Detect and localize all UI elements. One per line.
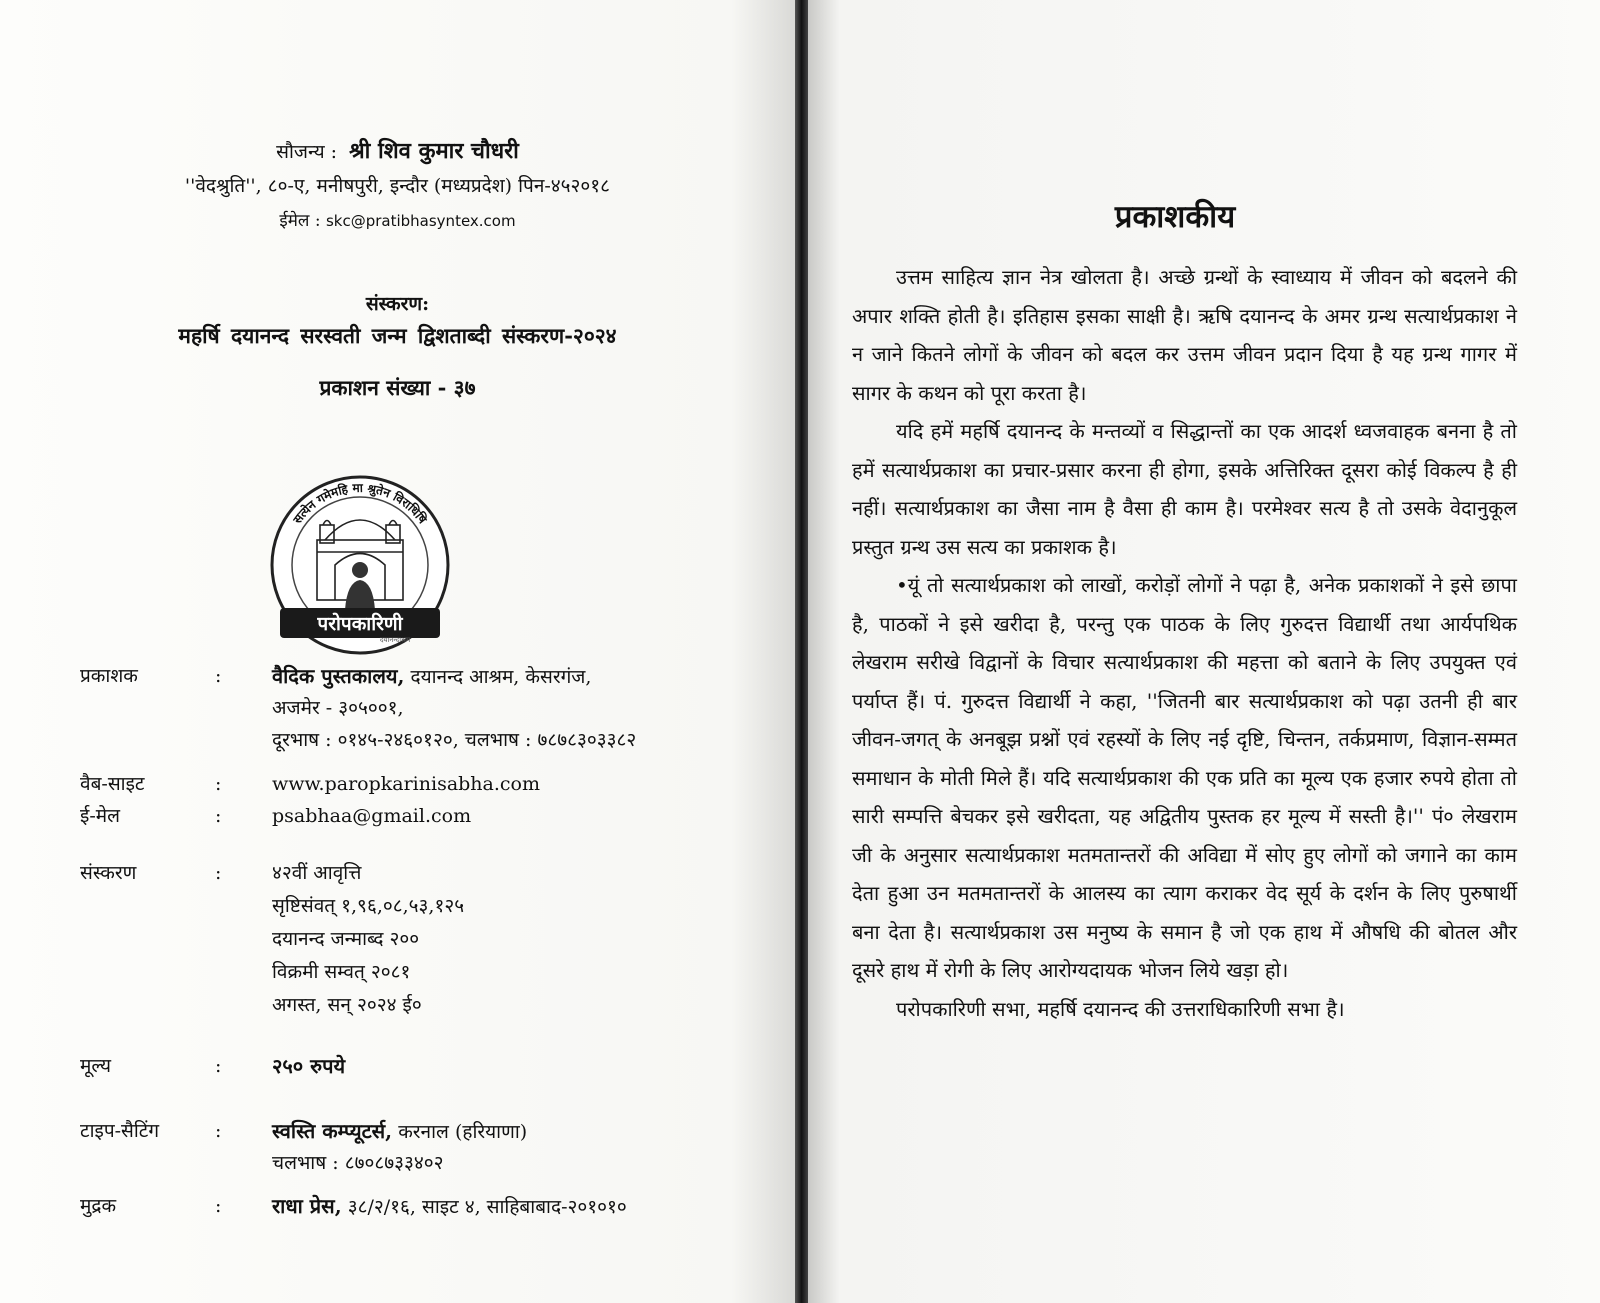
publisher-name: वैदिक पुस्तकालय,: [272, 664, 405, 688]
preface-title: प्रकाशकीय: [1114, 199, 1236, 235]
preface-body: [852, 258, 1517, 1028]
email-label: ई-मेल: [80, 805, 120, 827]
colon: :: [215, 773, 222, 795]
preface-paragraph: परोपकारिणी सभा, महर्षि दयानन्द की उत्तराधिकारिणी सभा है।: [896, 996, 1345, 1021]
publisher-address-1: दयानन्द आश्रम, केसरगंज,: [404, 666, 592, 688]
preface-paragraph: उत्तम साहित्य ज्ञान नेत्र खोलता है। अच्छे ग्रन्थों के स्वाध्याय में जीवन को बदलने की अपार शक्ति होती है। इतिहास इसका साक्षी है। ऋषि दयानन्द के अमर ग्रन्थ सत्यार्थप्रकाश ने न जाने कितने लोगों के जीवन को बदल कर उत्तम जीवन प्रदान दिया है यह ग्रन्थ गागर में सागर के कथन को पूरा करता है।: [852, 265, 1517, 405]
courtesy-line: [0, 135, 795, 165]
colon: :: [215, 665, 222, 687]
courtesy-name: श्री शिव कुमार चौधरी: [349, 138, 519, 164]
colon: :: [215, 805, 222, 827]
publisher-label: प्रकाशक: [80, 665, 138, 687]
left-page: [0, 0, 795, 1303]
paropkarini-logo: [265, 470, 455, 655]
edition-line: सृष्टिसंवत् १,९६,०८,५३,१२५: [272, 895, 465, 917]
printer-label: मुद्रक: [80, 1195, 117, 1217]
edition-line: विक्रमी सम्वत् २०८१: [272, 961, 411, 983]
sponsor-email-line: [0, 208, 795, 231]
courtesy-label: सौजन्य :: [276, 141, 338, 163]
logo-sub-text: दयानन्दाश्रम: [379, 636, 411, 644]
publisher-address-2: अजमेर - ३०५००१,: [272, 697, 404, 719]
email-link[interactable]: psabhaa@gmail.com: [272, 805, 472, 827]
price-label: मूल्य: [80, 1055, 112, 1077]
website-link[interactable]: www.paropkarinisabha.com: [272, 773, 541, 795]
typesetting-label: टाइप-सैटिंग: [80, 1120, 160, 1142]
publisher-phone: दूरभाष : ०१४५-२४६०१२०, चलभाष : ७८७८३०३३८२: [272, 729, 637, 751]
preface-paragraph: •यूं तो सत्यार्थप्रकाश को लाखों, करोड़ों लोगों ने पढ़ा है, अनेक प्रकाशकों ने इसे छापा है, पाठकों ने इसे खरीदा है, परन्तु एक पाठक के लिए गुरुदत्त विद्यार्थी तथा आर्यपथिक लेखराम सरीखे विद्वानों के विचार सत्यार्थप्रकाश की महत्ता को बताने के लिए उपयुक्त एवं पर्याप्त हैं। पं. गुरुदत्त विद्यार्थी ने कहा, ''जितनी बार सत्यार्थप्रकाश को पढ़ा उतनी ही बार जीवन-जगत् के अनबूझ प्रश्नों एवं रहस्यों के लिए नई दृष्टि, चिन्तन, तर्कप्रमाण, विज्ञान-सम्मत समाधान के मोती मिले हैं। यदि सत्यार्थप्रकाश की एक प्रति का मूल्य एक हजार रुपये होता तो सारी सम्पत्ति बेचकर इसे खरीदता, यह अद्वितीय पुस्तक हर मूल्य में सस्ती है।'' पं० लेखराम जी के अनुसार सत्यार्थप्रकाश मतमतान्तरों की अविद्या में सोए हुए लोगों को जगाने का काम देता हुआ उन मतमतान्तरों के आलस्य का त्याग कराकर वेद सूर्य के दर्शन के लिए पुरुषार्थी बना देता है। सत्यार्थप्रकाश उस मनुष्य के समान है जो एक हाथ में औषधि की बोतल और दूसरे हाथ में रोगी के लिए आरोग्यदायक भोजन लिये खड़ा हो।: [852, 573, 1517, 982]
preface-paragraph: यदि हमें महर्षि दयानन्द के मन्तव्यों व सिद्धान्तों का एक आदर्श ध्वजवाहक बनना है तो हमें सत्यार्थप्रकाश का प्रचार-प्रसार करना ही होगा, इसके अत्तिरिक्त दूसरा कोई विकल्प है ही नहीं। सत्यार्थप्रकाश का जैसा नाम है वैसा ही काम है। परमेश्वर सत्य है तो उसके वेदानुकूल प्रस्तुत ग्रन्थ उस सत्य का प्रकाशक है।: [852, 419, 1517, 559]
logo-banner-text: परोपकारिणी: [317, 613, 403, 635]
edition-label: संस्करण:: [365, 293, 430, 315]
printer-address: ३८/२/१६, साइट ४, साहिबाबाद-२०१०१०: [341, 1196, 627, 1218]
typesetting-name: स्वस्ति कम्प्यूटर्स,: [272, 1119, 393, 1143]
book-gutter: [795, 0, 808, 1303]
sponsor-email-label: ईमेल :: [279, 211, 321, 231]
publication-number: प्रकाशन संख्या - ३७: [319, 375, 476, 400]
publisher-value: [272, 660, 591, 693]
colon: :: [215, 1055, 222, 1077]
colon: :: [215, 862, 222, 884]
logo-arc-text: सत्येन गमेमहि मा श्रुतेन विराधिषि: [290, 480, 430, 527]
edition-line: अगस्त, सन् २०२४ ई०: [272, 994, 422, 1016]
edition-info-label: संस्करण: [80, 862, 137, 884]
colon: :: [215, 1120, 222, 1142]
printer-name: राधा प्रेस,: [272, 1194, 342, 1218]
sponsor-address: ''वेदश्रुति'', ८०-ए, मनीषपुरी, इन्दौर (मध्यप्रदेश) पिन-४५२०१८: [184, 175, 611, 197]
typesetting-phone: चलभाष : ८७०८७३३४०२: [272, 1152, 444, 1174]
price-value: २५० रुपये: [272, 1054, 346, 1078]
edition-title: महर्षि दयानन्द सरस्वती जन्म द्विशताब्दी संस्करण-२०२४: [178, 323, 617, 348]
sponsor-email: skc@pratibhasyntex.com: [325, 212, 516, 230]
typesetting-place: करनाल (हरियाणा): [392, 1121, 528, 1143]
colon: :: [215, 1195, 222, 1217]
edition-line: दयानन्द जन्माब्द २००: [272, 928, 420, 950]
edition-line: ४२वीं आवृत्ति: [272, 862, 362, 884]
website-label: वैब-साइट: [80, 773, 145, 795]
